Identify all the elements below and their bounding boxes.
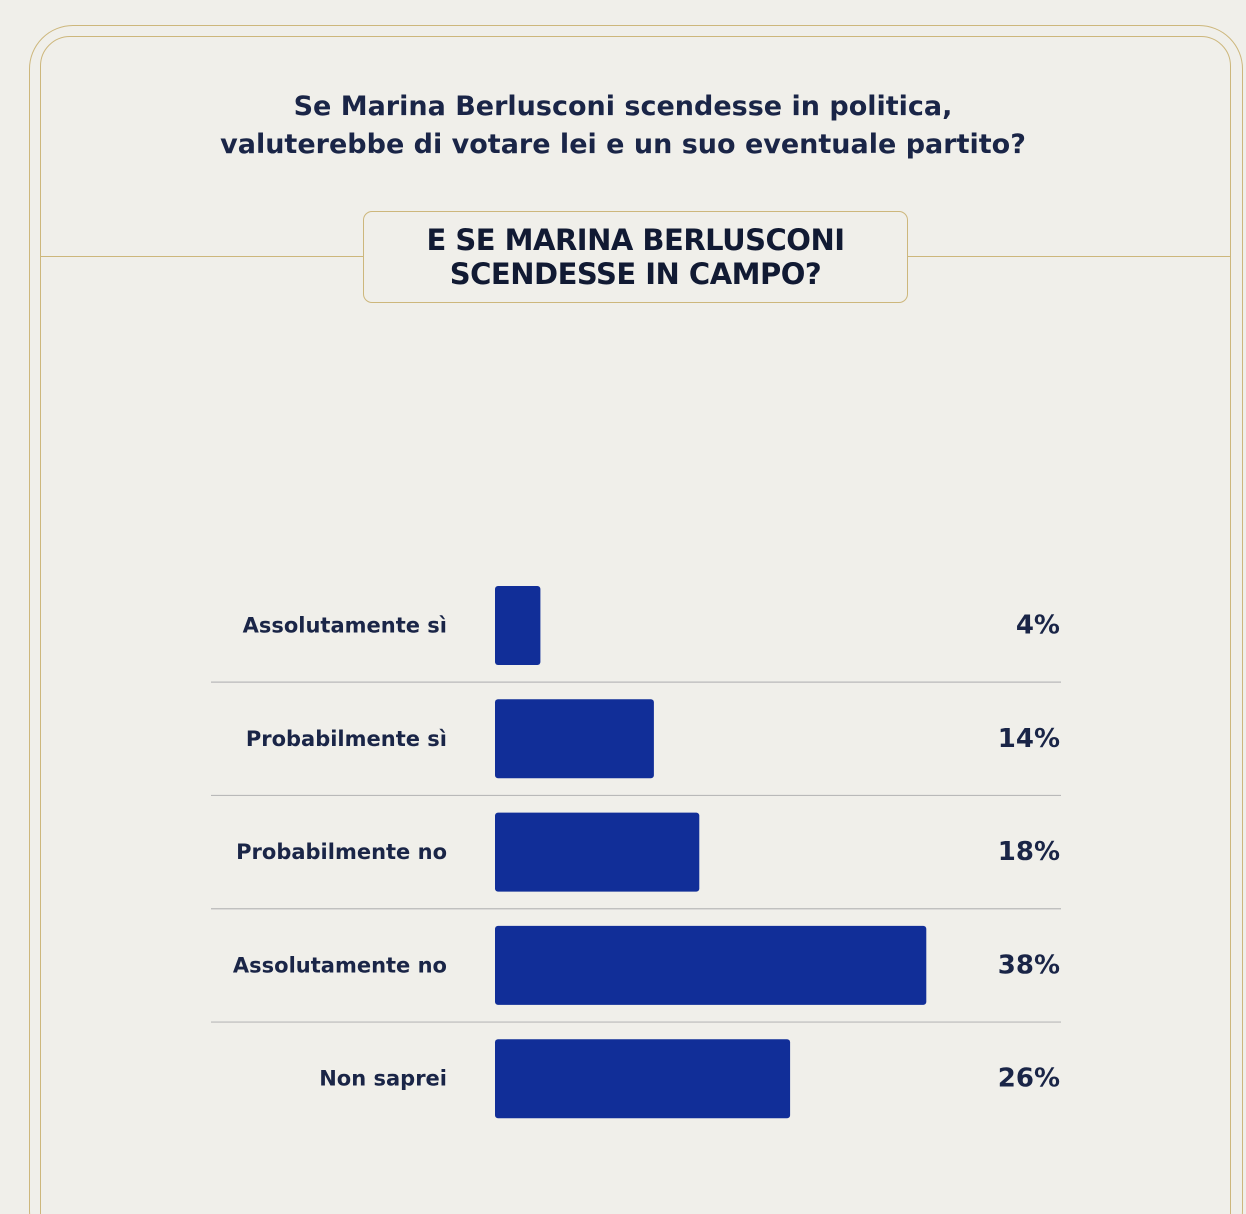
survey-question-line-1: Se Marina Berlusconi scendesse in politica, [293, 91, 953, 122]
category-label: Assolutamente sì [242, 613, 447, 638]
section-title-line-1: E SE MARINA BERLUSCONI [426, 223, 845, 257]
bar [495, 1039, 790, 1118]
category-label: Non saprei [319, 1066, 447, 1091]
survey-question-line-2: valuterebbe di votare lei e un suo eventuale partito? [220, 129, 1026, 160]
value-label: 18% [997, 837, 1060, 868]
section-title-line-2: SCENDESSE IN CAMPO? [449, 257, 822, 291]
value-label: 38% [997, 950, 1060, 981]
bar [495, 699, 654, 778]
value-label: 26% [997, 1063, 1060, 1094]
bar [495, 813, 699, 892]
value-label: 4% [1015, 610, 1060, 641]
bar [495, 926, 926, 1005]
bar [495, 586, 540, 665]
value-label: 14% [997, 723, 1060, 754]
category-label: Probabilmente sì [245, 726, 447, 751]
category-label: Assolutamente no [232, 953, 447, 978]
category-label: Probabilmente no [236, 840, 447, 865]
